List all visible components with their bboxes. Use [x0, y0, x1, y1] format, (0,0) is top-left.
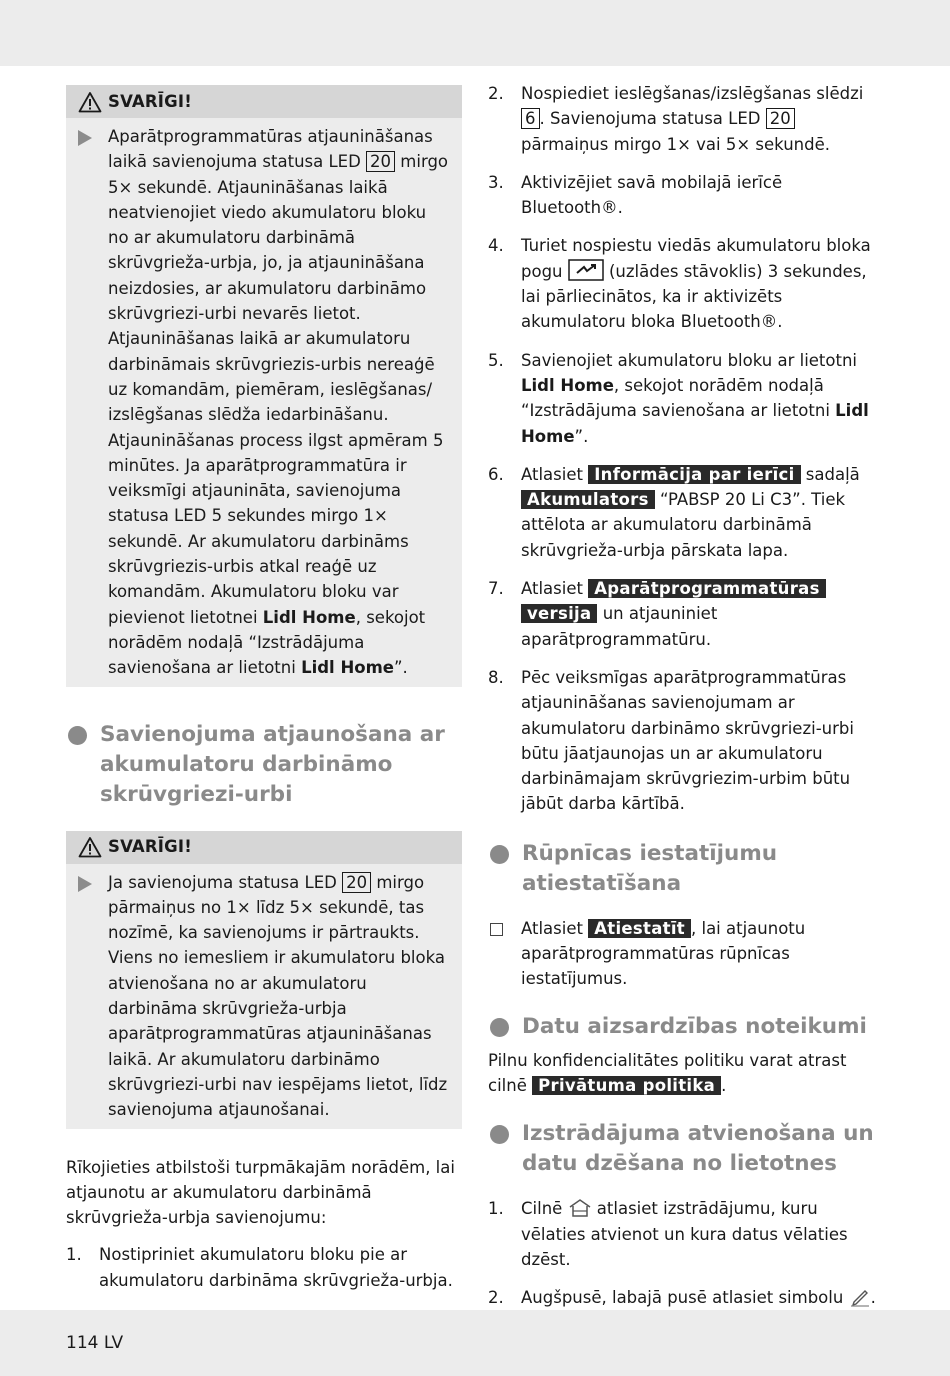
left-column — [66, 85, 462, 1306]
switch-reference: 6 — [521, 108, 540, 129]
arrow-icon — [78, 876, 92, 892]
app-name: Lidl Home — [521, 401, 869, 446]
warning-icon — [78, 91, 102, 113]
list-item — [488, 576, 884, 652]
edit-pencil-icon — [849, 1287, 871, 1307]
footer-band — [0, 1310, 950, 1376]
arrow-icon — [78, 130, 92, 146]
intro-paragraph: Rīkojieties atbilstoši turpmākajām norādēm, lai atjaunotu ar akumulatoru darbināmā skrūvgrieža-urbja savienojumu: — [66, 1157, 455, 1228]
step-text: Atlasiet — [521, 918, 589, 938]
home-icon — [568, 1198, 592, 1218]
step-text: . — [870, 1288, 876, 1308]
list-item — [488, 462, 884, 563]
step-text: Pēc veiksmīgas aparātprogrammatūras atjaunināšanas savienojumam ar akumulatoru darbināmo skrūvgriezi-urbi būtu jāatjaunojas un ar akumulatoru darbināmajam skrūvgriezim-urbim būtu jābūt darba kārtībā. — [521, 667, 854, 814]
step-text: Atlasiet — [521, 464, 589, 484]
step-number: 1. — [488, 1199, 504, 1219]
ui-label-version: versija — [521, 604, 597, 623]
app-name: Lidl Home — [262, 607, 356, 627]
note-text: Ja savienojuma statusa LED — [108, 872, 343, 892]
note-title: SVARĪGI! — [108, 837, 192, 857]
bullet-dot-icon — [490, 1125, 509, 1144]
step-number: 5. — [488, 350, 504, 370]
list-item — [488, 170, 884, 221]
factory-reset-step — [488, 916, 884, 992]
note-header — [66, 831, 462, 864]
important-note-connection — [66, 831, 462, 1129]
bullet-dot-icon — [490, 1018, 509, 1037]
section-heading-factory-reset — [488, 839, 884, 899]
ui-label-privacy-policy: Privātuma politika — [532, 1076, 721, 1095]
step-number: 8. — [488, 667, 504, 687]
bullet-dot-icon — [68, 726, 87, 745]
step-text: pārmaiņus mirgo 1× vai 5× sekundē. — [521, 134, 830, 154]
heading-text: Datu aizsardzības noteikumi — [522, 1013, 867, 1039]
heading-text: Rūpnīcas iestatījumu atiestatīšana — [522, 840, 778, 896]
step-number: 2. — [488, 84, 504, 103]
step-number: 1. — [66, 1245, 82, 1265]
reconnect-steps — [66, 1242, 462, 1293]
step-text: Atlasiet — [521, 579, 589, 599]
list-item — [488, 665, 884, 817]
note-title: SVARĪGI! — [108, 91, 192, 111]
ui-label-battery: Akumulators — [521, 490, 655, 509]
app-name: Lidl Home — [301, 658, 394, 678]
step-number: 4. — [488, 236, 504, 256]
reconnect-steps-continued — [488, 81, 884, 817]
step-text: ”. — [574, 426, 589, 446]
step-text: Turiet nospiestu viedās akumulatoru bloka pogu — [521, 236, 871, 281]
step-text: Nostipriniet akumulatoru bloku pie ar akumulatoru darbināma skrūvgrieža-urbja. — [99, 1245, 453, 1290]
note-text: mirgo pārmaiņus no 1× līdz 5× sekundē, tas nozīmē, ka savienojums ir pārtraukts. Viens no iemesliem ir akumulatoru bloka atvienošana no ar akumulatoru darbināma skrūvgrieža-urbja aparātprogrammatūras atjaunināšanas laikā. Ar akumulatoru darbināmo skrūvgriezi-urbi nav iespējams lietot, līdz savienojuma atjaunošanai. — [108, 872, 448, 1120]
page-number: 114 LV — [66, 1333, 124, 1353]
list-item — [488, 233, 884, 334]
list-item — [488, 1196, 884, 1272]
ui-label-firmware: Aparātprogrammatūras — [588, 579, 826, 598]
list-item — [66, 1242, 462, 1293]
note-text: mirgo 5× sekundē. Atjaunināšanas laikā neatvienojiet viedo akumulatoru bloku no ar akumulatoru darbināmā skrūvgrieža-urbja, jo, ja atjaunināšana neizdosies, ar akumulatoru darbināmo skrūvgriezi-urbi nevarēs lietot. Atjaunināšanas laikā ar akumulatoru darbināmais skrūvgriezis-urbis nereaģē uz komandām, piemēram, ieslēgšanas/ izslēgšanas slēdža iedarbināšanu. Atjaunināšanas process ilgst apmēram 5 minūtes. Ja aparātprogrammatūra ir veiksmīgi atjaunināta, savienojuma statusa LED 5 sekundes mirgo 1× sekundē. Ar akumulatoru darbināms skrūvgriezis-urbis atkal reaģē uz komandām. Akumulatoru bloku var pievienot lietotnei — [108, 152, 449, 627]
paragraph-text: . — [721, 1075, 727, 1095]
heading-text: Izstrādājuma atvienošana un datu dzēšana no lietotnes — [522, 1121, 874, 1177]
warning-icon — [78, 836, 102, 858]
step-text: , sekojot norādēm nodaļā “Izstrādājuma savienošana ar lietotni — [521, 375, 836, 421]
step-text: Savienojiet akumulatoru bloku ar lietotni — [521, 350, 858, 370]
step-number: 3. — [488, 172, 504, 192]
app-name: Lidl Home — [521, 375, 614, 395]
heading-text: Savienojuma atjaunošana ar akumulatoru darbināmo skrūvgriezi-urbi — [100, 721, 445, 807]
step-text: . Savienojuma statusa LED — [539, 109, 766, 129]
step-text: (uzlādes stāvoklis) 3 sekundes, lai pārliecinātos, ka ir aktivizēts akumulatoru bloka Bluetooth®. — [521, 261, 867, 332]
step-text: Nospiediet ieslēgšanas/izslēgšanas slēdzi — [521, 84, 864, 103]
right-column — [488, 81, 884, 1362]
step-text: Cilnē — [521, 1199, 568, 1219]
list-item — [488, 348, 884, 449]
step-text: Aktivizējiet savā mobilajā ierīcē Bluetooth®. — [521, 172, 783, 218]
note-text: ”. — [393, 658, 408, 678]
note-body — [66, 118, 462, 687]
step-number: 6. — [488, 464, 504, 484]
step-number: 2. — [488, 1288, 504, 1308]
led-reference: 20 — [342, 872, 371, 893]
bullet-dot-icon — [490, 845, 509, 864]
note-body — [66, 864, 462, 1129]
step-text: “PABSP 20 Li C3”. Tiek attēlota ar akumulatoru darbināmā skrūvgrieža-urbja pārskata lapa. — [521, 490, 846, 560]
privacy-paragraph — [488, 1048, 884, 1099]
note-text: , sekojot norādēm nodaļā “Izstrādājuma savienošana ar lietotni — [108, 607, 426, 678]
led-reference: 20 — [366, 151, 395, 172]
paragraph-text: Pilnu konfidencialitātes politiku varat atrast cilnē — [488, 1050, 847, 1095]
section-heading-reconnect — [66, 720, 462, 810]
step-number: 7. — [488, 579, 504, 599]
step-text: un atjauniniet aparātprogrammatūru. — [521, 604, 718, 649]
note-text: Aparātprogrammatūras atjaunināšanas laikā savienojuma statusa LED — [108, 127, 433, 172]
battery-charge-button-icon — [568, 259, 604, 281]
important-note-firmware — [66, 85, 462, 687]
header-band — [0, 0, 950, 66]
led-reference: 20 — [766, 108, 795, 129]
ui-label-device-info: Informācija par ierīci — [588, 465, 800, 484]
list-item — [488, 1285, 884, 1310]
section-heading-privacy — [488, 1012, 884, 1042]
step-text: Augšpusē, labajā pusē atlasiet simbolu — [521, 1288, 849, 1308]
list-item — [488, 81, 884, 157]
step-text: sadaļā — [800, 464, 860, 484]
ui-label-reset: Atiestatīt — [588, 919, 691, 938]
checkbox-icon — [490, 923, 503, 936]
step-text: atlasiet izstrādājumu, kuru vēlaties atvienot un kura datus vēlaties dzēst. — [521, 1199, 848, 1269]
step-text: , lai atjaunotu aparātprogrammatūras rūpnīcas iestatījumus. — [521, 918, 806, 989]
note-header — [66, 85, 462, 118]
section-heading-disconnect — [488, 1119, 884, 1179]
